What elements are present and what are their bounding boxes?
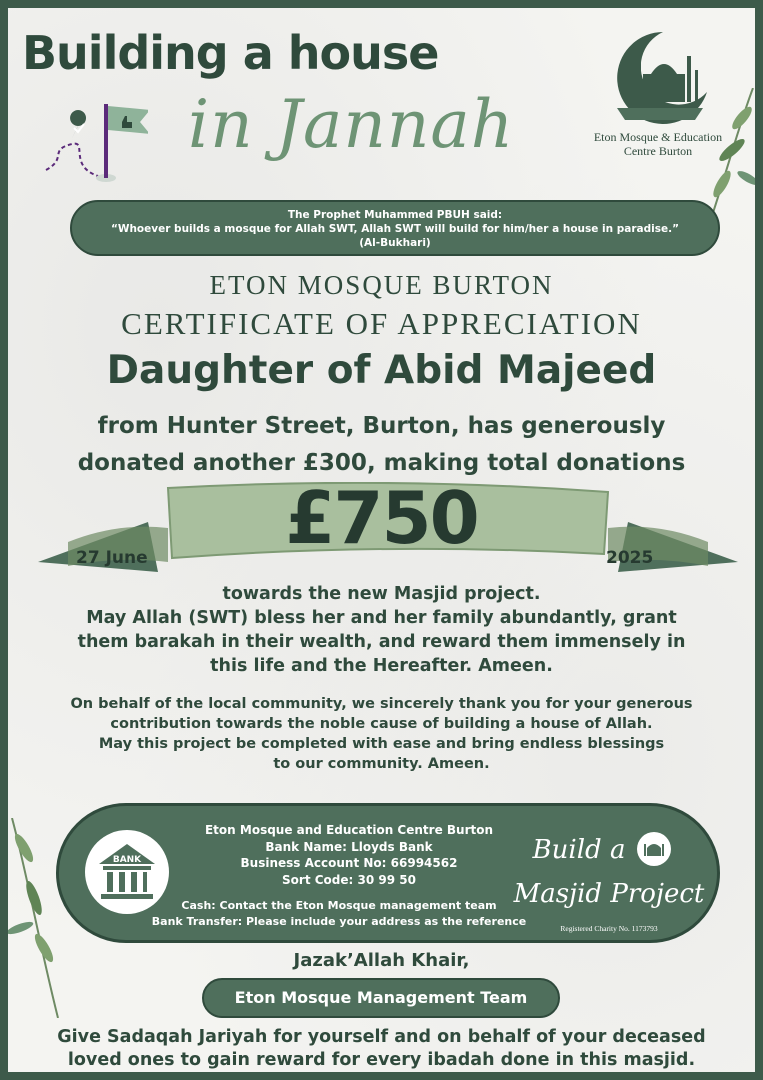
thanks-line-3: May this project be completed with ease and bring endless blessings (98, 736, 665, 752)
donation-text (8, 408, 755, 482)
footer-line-1: Give Sadaqah Jariyah for yourself and on behalf of your deceased (57, 1027, 706, 1047)
closing-thanks: Jazak’Allah Khair, (293, 950, 470, 971)
bank-org: Eton Mosque and Education Centre Burton (204, 823, 494, 837)
logo-name-line-1: Eton Mosque & Education (593, 130, 723, 144)
title-line-1: Building a house (22, 26, 439, 80)
blessing-line-4: this life and the Hereafter. Ameen. (210, 656, 553, 676)
blessing-line-2: May Allah (SWT) bless her and her family abundantly, grant (86, 608, 677, 628)
blessing-line-3: them barakah in their wealth, and reward them immensely in (77, 632, 686, 652)
mini-mosque-logo-icon (637, 832, 671, 866)
bank-account-info (169, 822, 529, 888)
donor-name: Daughter of Abid Majeed (106, 348, 657, 393)
certificate-heading: CERTIFICATE OF APPRECIATION (121, 306, 642, 341)
project-title-line-2: Masjid Project (513, 879, 705, 909)
logo-name-line-2: Centre Burton (623, 144, 693, 158)
thanks-paragraph (8, 694, 755, 774)
total-amount: £750 (285, 476, 478, 560)
bank-name: Bank Name: Lloyds Bank (265, 839, 433, 854)
donation-line-1: from Hunter Street, Burton, has generously (97, 413, 666, 439)
footer-appeal (8, 1026, 755, 1072)
payment-notes (129, 898, 549, 930)
thanks-line-4: to our community. Ameen. (273, 756, 490, 772)
thanks-line-2: contribution towards the noble cause of building a house of Allah. (110, 716, 653, 732)
bank-icon-label: BANK (112, 855, 142, 865)
date-year: 2025 (606, 548, 654, 568)
leaf-branch-bottom-left (8, 818, 68, 1018)
hadith-line-3: (Al-Bukhari) (359, 237, 431, 249)
project-title (504, 828, 714, 916)
bank-details-panel (56, 803, 720, 943)
hadith-quote-panel (70, 200, 720, 256)
project-title-line-1: Build a (532, 835, 626, 865)
management-team-badge: Eton Mosque Management Team (202, 978, 560, 1018)
blessing-line-1: towards the new Masjid project. (222, 584, 541, 604)
date-day-month: 27 June (76, 548, 148, 568)
hadith-line-2: “Whoever builds a mosque for Allah SWT, Allah SWT will build for him/her a house in paradise.” (110, 223, 680, 235)
bank-sort-code: Sort Code: 30 99 50 (282, 872, 416, 887)
mosque-crescent-icon (603, 26, 713, 126)
cash-note: Cash: Contact the Eton Mosque management team (181, 899, 497, 912)
thanks-line-1: On behalf of the local community, we sincerely thank you for your generous (70, 696, 693, 712)
organization-heading: ETON MOSQUE BURTON (209, 270, 554, 300)
charity-number: Registered Charity No. 1173793 (560, 924, 658, 933)
title-line-2: in Jannah (188, 86, 515, 163)
hadith-line-1: The Prophet Muhammed PBUH said: (287, 209, 503, 221)
donation-line-2: donated another £300, making total donations (77, 450, 686, 476)
blessing-paragraph (8, 582, 755, 678)
transfer-note: Bank Transfer: Please include your address as the reference (151, 915, 527, 928)
bank-account-number: Business Account No: 66994562 (240, 856, 458, 870)
footer-line-2: loved ones to gain reward for every ibadah done in this masjid. (67, 1050, 696, 1070)
flag-route-icon (38, 100, 148, 190)
